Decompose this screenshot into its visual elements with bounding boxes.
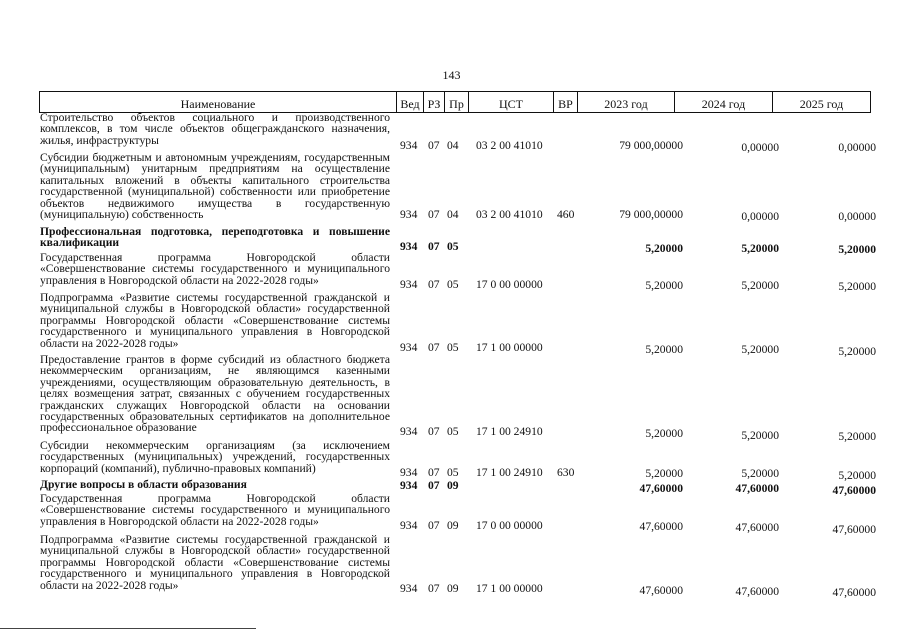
row-ved: 934 <box>400 425 418 438</box>
row-rz: 07 <box>428 466 440 479</box>
row-pr: 04 <box>447 208 459 221</box>
row-2023: 5,20000 <box>645 242 683 255</box>
row-name: Предоставление грантов в форме субсидий из областного бюджета некоммерческим организациям, не являющимся казенными учреждениями, осуществляющим образовательную деятельность, в целях возмещения затрат, связанных с обучением государственных гражданских служащих Новгородской области на основании государственных образовательных сертификатов на дополнительное профессиональное образование <box>40 353 390 435</box>
row-pr: 05 <box>447 278 459 291</box>
row-cst: 17 0 00 00000 <box>476 278 543 291</box>
row-cst: 17 1 00 00000 <box>476 582 543 595</box>
row-ved: 934 <box>400 240 418 253</box>
row-2025: 0,00000 <box>838 210 876 223</box>
row-2023: 79 000,00000 <box>619 208 683 221</box>
header-cst: ЦСТ <box>469 92 554 113</box>
row-name: Строительство объектов социального и производственного комплексов, в том числе объектов общегражданского назначения, жилья, инфраструктуры <box>40 111 390 147</box>
row-cst: 03 2 00 41010 <box>476 208 543 221</box>
row-rz: 07 <box>428 278 440 291</box>
row-pr: 09 <box>447 519 459 532</box>
row-2024: 0,00000 <box>741 141 779 154</box>
row-2025: 47,60000 <box>832 586 876 599</box>
row-ved: 934 <box>400 278 418 291</box>
row-2024: 0,00000 <box>741 210 779 223</box>
row-2025: 5,20000 <box>838 345 876 358</box>
header-name: Наименование <box>40 92 397 113</box>
row-2023: 5,20000 <box>645 467 683 480</box>
row-2025: 5,20000 <box>838 469 876 482</box>
row-vr: 630 <box>557 466 575 479</box>
row-pr: 05 <box>447 240 459 253</box>
header-2025: 2025 год <box>773 92 871 113</box>
row-2024: 5,20000 <box>741 429 779 442</box>
row-cst: 17 0 00 00000 <box>476 519 543 532</box>
row-rz: 07 <box>428 479 440 492</box>
row-rz: 07 <box>428 341 440 354</box>
row-ved: 934 <box>400 479 418 492</box>
row-rz: 07 <box>428 240 440 253</box>
row-pr: 05 <box>447 341 459 354</box>
row-name: Субсидии некоммерческим организациям (за исключением государственных (муниципальных) учреждений, государственных корпораций (компаний), публично-правовых компаний) <box>40 439 390 475</box>
row-name: Профессиональная подготовка, переподготовка и повышение квалификации <box>40 225 390 250</box>
row-vr: 460 <box>557 208 575 221</box>
row-rz: 07 <box>428 425 440 438</box>
row-2023: 5,20000 <box>645 343 683 356</box>
row-pr: 09 <box>447 479 459 492</box>
row-name: Государственная программа Новгородской области «Совершенствование системы государственного и муниципального управления в Новгородской области на 2022-2028 годы» <box>40 251 390 287</box>
row-2024: 47,60000 <box>735 482 779 495</box>
row-rz: 07 <box>428 208 440 221</box>
row-ved: 934 <box>400 341 418 354</box>
row-2024: 47,60000 <box>735 521 779 534</box>
row-2025: 5,20000 <box>838 280 876 293</box>
row-2025: 47,60000 <box>832 523 876 536</box>
row-pr: 09 <box>447 582 459 595</box>
row-cst: 17 1 00 00000 <box>476 341 543 354</box>
row-ved: 934 <box>400 466 418 479</box>
row-2024: 5,20000 <box>741 343 779 356</box>
footnote-divider <box>0 628 256 629</box>
row-2023: 5,20000 <box>645 427 683 440</box>
row-2023: 47,60000 <box>639 482 683 495</box>
row-2024: 47,60000 <box>735 585 779 598</box>
row-ved: 934 <box>400 139 418 152</box>
header-2023: 2023 год <box>578 92 675 113</box>
header-2024: 2024 год <box>675 92 773 113</box>
row-2023: 47,60000 <box>639 520 683 533</box>
row-name: Подпрограмма «Развитие системы государственной гражданской и муниципальной службы в Новгородской области» государственной программы Новгородской области «Совершенствование системы государственного и муниципального управления в Новгородской области на 2022-2028 годы» <box>40 533 390 592</box>
row-2025: 5,20000 <box>838 243 876 256</box>
row-cst: 17 1 00 24910 <box>476 466 543 479</box>
header-vr: ВР <box>554 92 578 113</box>
row-name: Другие вопросы в области образования <box>40 478 247 491</box>
row-cst: 17 1 00 24910 <box>476 425 543 438</box>
row-ved: 934 <box>400 208 418 221</box>
row-name: Государственная программа Новгородской области «Совершенствование системы государственного и муниципального управления в Новгородской области на 2022-2028 годы» <box>40 492 390 528</box>
row-2023: 47,60000 <box>639 584 683 597</box>
row-pr: 04 <box>447 139 459 152</box>
page-number: 143 <box>442 68 461 82</box>
row-2025: 5,20000 <box>838 430 876 443</box>
row-2025: 47,60000 <box>832 484 876 497</box>
row-2023: 5,20000 <box>645 279 683 292</box>
row-rz: 07 <box>428 519 440 532</box>
row-cst: 03 2 00 41010 <box>476 139 543 152</box>
row-ved: 934 <box>400 519 418 532</box>
header-pr: Пр <box>445 92 469 113</box>
row-2024: 5,20000 <box>741 279 779 292</box>
header-ved: Вед <box>397 92 424 113</box>
row-2024: 5,20000 <box>741 467 779 480</box>
row-ved: 934 <box>400 582 418 595</box>
row-2025: 0,00000 <box>838 141 876 154</box>
table-header <box>39 91 871 113</box>
row-rz: 07 <box>428 582 440 595</box>
row-name: Субсидии бюджетным и автономным учреждениям, государственным (муниципальным) унитарным предприятиям на осуществление капитальных вложений в объекты капитального строительства государственной (муниципальной) собственности или приобретение объектов недвижимого имущества в государственную (муниципальную) собственность <box>40 151 390 222</box>
row-pr: 05 <box>447 466 459 479</box>
row-name: Подпрограмма «Развитие системы государственной гражданской и муниципальной службы в Новгородской области» государственной программы Новгородской области «Совершенствование системы государственного и муниципального управления в Новгородской области на 2022-2028 годы» <box>40 291 390 350</box>
row-rz: 07 <box>428 139 440 152</box>
row-2024: 5,20000 <box>741 242 779 255</box>
row-pr: 05 <box>447 425 459 438</box>
row-2023: 79 000,00000 <box>619 139 683 152</box>
header-rz: РЗ <box>424 92 445 113</box>
